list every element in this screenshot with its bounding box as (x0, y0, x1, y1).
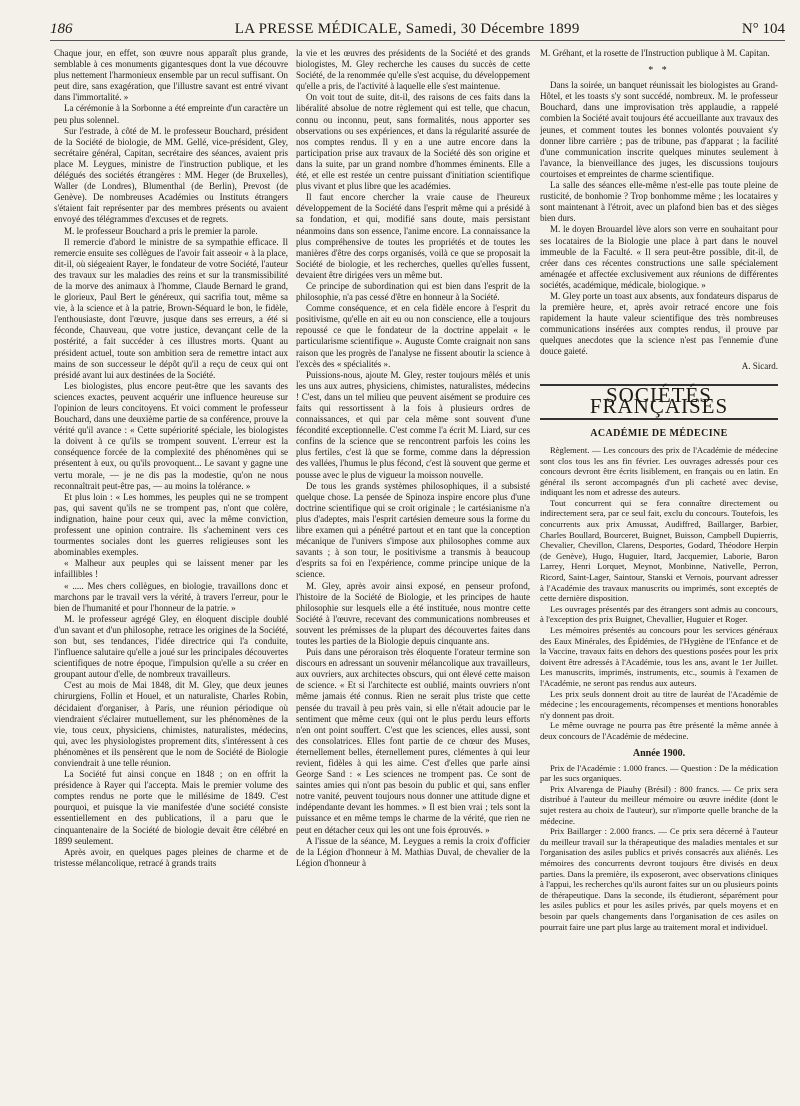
paragraph: Les prix seuls donnent droit au titre de lauréat de l'Académie de médecine ; les encouragements, récompenses et mentions honorables n'y donnent pas droit. (540, 688, 778, 720)
paragraph: Et plus loin : « Les hommes, les peuples qui ne se trompent pas, qui savent qu'ils ne se trompent pas, n'ont que colère, indignation, haine pour ceux qui, avec la même conviction, professent une opinion contraire. Ils s'acheminent vers ces tourmentes sociales dont les guerres religieuses sont les abominables exemples. (54, 491, 288, 558)
paragraph: Il remercie d'abord le ministre de sa sympathie efficace. Il remercie ensuite ses collègues de l'avoir fait asseoir « à la place, dit-il, où siégeaient Rayer, le fondateur de votre Société, l'auteur des travaux sur les maladies des reins et sur la transmissibilité de la morve des animaux à l'homme, Claude Bernard le grand, le glorieux, Paul Bert le généreux, qui sacrifia tout, même sa vie, à la science et à la patrie, Brown-Séquard le bon, le fidèle, l'enthousiaste, dont l'œuvre, jusque dans ses erreurs, a été si féconde, Chauveau, que votre justice, devançant celle de la postérité, a fait succéder à ces illustres morts. Quant au président actuel, toute son ambition sera de remettre intact aux mains de son successeur le dépôt qu'il a reçu de ceux qui ont présidé avant lui aux destinées de la Société. (54, 236, 288, 380)
journal-title (235, 21, 580, 38)
paragraph: M. Gley porte un toast aux absents, aux fondateurs disparus de la première heure, et, après avoir retracé encore une fois rapidement la haute valeur scientifique des très nombreuses communications insérées aux comptes rendus, il prouve par quelques anecdotes que la science n'est pas l'ennemie d'une douce gaieté. (540, 290, 778, 357)
paragraph: « Malheur aux peuples qui se laissent mener par les infaillibles ! (54, 558, 288, 580)
column-3 (540, 48, 778, 1098)
paragraph: Puis dans une péroraison très éloquente l'orateur termine son discours en adressant un souvenir mélancolique aux travailleurs, aux ouvriers, aux architectes obscurs, qui ont élevé cette maison de science. « Et si l'architecte est oublié, maints ouvriers n'ont même jamais été connus. Rien ne serait plus triste que cette pensée du travail à peu près vain, si elle n'était adoucie par le sentiment que même ceux (qui ont le plus perdu leurs efforts n'en ont point souffert. C'est que les sciences, elles aussi, sont des consolatrices. Elles font partie de ce chœur des Muses, éternellement belles, éternellement pures, clémentes à qui leur revient, fidèles à qui les aime. C'est d'elles que parle ainsi George Sand : « Les sciences ne trompent pas. Ce sont de saintes amies qui n'ont pas besoin du public et qui, sans enfler notre vanité, peuvent toujours nous donner une attitude digne et indépendante devant les hommes. » Il est bien vrai ; tels sont la puissance et en même temps le charme de la vérité, que rien ne peut en détacher ceux qui les ont une fois éprouvés. » (296, 647, 530, 835)
paragraph: Puissions-nous, ajoute M. Gley, rester toujours mêlés et unis les uns aux autres, physiciens, chimistes, naturalistes, médecins ! C'est, dans un tel milieu que peuvent aisément se produire ces faits qui ressortissent à la fois à plusieurs ordres de connaissances, et qui par cela même sont souvent d'une fécondité exceptionnelle. C'est comme l'a écrit M. Liard, sur ces confins de la science que se rencontrent parfois les coins les plus fertiles, c'est là que se forme, comme dans la dépression des vallées, l'humus le plus fécond, c'est là souvent que germe et pousse avec le plus de vigueur la moisson nouvelle. (296, 369, 530, 480)
paragraph: Prix de l'Académie : 1.000 francs. — Question : De la médication par les sucs organiques. (540, 762, 778, 784)
paragraph: M. Gréhant, et la rosette de l'Instruction publique à M. Capitan. (540, 48, 770, 58)
year-heading: Année 1900. (632, 747, 686, 759)
section-heading: SOCIÉTÉS FRANÇAISES (540, 384, 778, 420)
paragraph: Sur l'estrade, à côté de M. le professeur Bouchard, président de la Société de biologie, de MM. Gellé, vice-président, Gley, secrétaire général, Capitan, secrétaire des séances, avaient pris place M. Leygues, ministre de l'instruction publique, et les délégués des sociétés étrangères : MM. Heger (de Bruxelles), Waller (de Londres), Blumenthal (de Berlin), Prevost (de Genève). De nombreuses Académies ou Instituts étrangers s'étaient fait représenter par des membres présents ou avaient envoyé des télégrammes d'excuses et de regrets. (54, 125, 288, 225)
paragraph: On voit tout de suite, dit-il, des raisons de ces faits dans la libéralité absolue de notre règlement qui est telle, que chacun, connu ou inconnu, peut, sans formalités, nous apporter ses observations ou ses expériences, et dans la régularité assurée de nos comptes rendus. Il y en a une autre encore dans la participation prise aux travaux de la Société dès son origine et dans la suite, par un grand nombre d'hommes éminents. Elle a été, et elle est restée un centre puissant d'initiation scientifique plus vivant et plus libre que les académies. (296, 92, 530, 192)
paragraph: Il faut encore chercher la vraie cause de l'heureux développement de la Société dans l'esprit même qui a présidé à sa fondation, et qui, modifié sans doute, mais persistant néanmoins dans son essence, l'anime encore. La connaissance la plus compréhensive de toutes les propriétés et de toutes les manières d'être des corps organisés, voilà ce que se proposait la Société de biologie, et les recherches, quelles qu'elles fussent, devaient être dirigées vers un même but. (296, 192, 530, 280)
page-header (50, 18, 785, 41)
paragraph: A l'issue de la séance, M. Leygues a remis la croix d'officier de la Légion d'honneur à M. Mathias Duval, de chevalier de la Légion d'honneur à (296, 835, 530, 868)
paragraph: la vie et les œuvres des présidents de la Société et des grands biologistes, M. Gley recherche les causes du succès de cette Société, de la renommée qu'elle s'est acquise, du développement qu'elle a pris, de l'activité à laquelle elle s'est maintenue. (296, 48, 530, 92)
paragraph: Après avoir, en quelques pages pleines de charme et de tristesse mélancolique, retracé à grands traits (54, 846, 288, 868)
paragraph: Comme conséquence, et en cela fidèle encore à l'esprit du positivisme, qu'elle en ait eu ou non conscience, elle a toujours repoussé ce que le fondateur de la doctrine appelait « le particularisme scientifique ». Auguste Comte craignait non sans raison que les progrès de l'analyse ne fissent aboutir la science à l'excès des « spécialités ». (296, 303, 530, 369)
page-number: 186 (50, 20, 73, 37)
paragraph: C'est au mois de Mai 1848, dit M. Gley, que deux jeunes chirurgiens, Follin et Houel, et un naturaliste, Charles Robin, décidaient d'organiser, à Paris, une réunion périodique où viendraient s'éclairer mutuellement, sur les phénomènes de la vie, tous ceux, physiciens, chimistes, naturalistes, médecins, qui, avec les physiologistes proprement dits, s'intéressent à ces phénomènes et ils pensèrent que le nom de Société de Biologie conviendrait à une telle réunion. (54, 680, 288, 768)
author-signature: A. Sicard. (741, 360, 778, 371)
paragraph: Les mémoires présentés au concours pour les services généraux des Eaux Minérales, des Épidémies, de l'Hygiène de l'Enfance et de la Vaccine, travaux faits en dehors des questions posées pour les prix doivent être adressés à l'Académie, tous les ans, avant le 1er Juillet. Les manuscrits, imprimés, instruments, etc., soumis à l'examen de l'Académie, ne seront pas rendus aux auteurs. (540, 625, 778, 688)
section-stars: * * (648, 65, 670, 77)
paragraph: Le même ouvrage ne pourra pas être présenté la même année à deux concours de l'Académie de médecine. (540, 720, 778, 741)
paragraph: M. le professeur Bouchard a pris le premier la parole. (64, 225, 258, 236)
column-2 (296, 48, 530, 1098)
paragraph: Les biologistes, plus encore peut-être que les savants des sciences exactes, peuvent acquérir une influence heureuse sur l'opinion de leurs concitoyens. Et voici comment le professeur Bouchard, dans une deuxième partie de sa conférence, prouve la vérité qu'il avance : « Cette supériorité spéciale, les biologistes la doivent à ce qu'ils se trompent souvent. L'erreur est la conséquence forcée de la complexité des phénomènes qui se présentent à eux, ou qu'ils provoquent... Le savant y gagne une vertu morale, — je ne dis pas la modestie, qu'on ne nous reconnaîtrait peut-être pas, — au moins la tolérance. » (54, 380, 288, 491)
rules-block (540, 445, 778, 742)
paragraph: La cérémonie à la Sorbonne a été empreinte d'un caractère un peu plus solennel. (54, 103, 288, 125)
paragraph: Règlement. — Les concours des prix de l'Académie de médecine sont clos tous les ans fin février. Les ouvrages adressés pour ces concours devront être écrits lisiblement, en français ou en latin. En général ils seront accompagnés d'un pli cacheté avec devise, indiquant les nom et adresse des auteurs. (540, 444, 778, 498)
issue-date: , Samedi, 30 Décembre 1899 (397, 20, 580, 37)
paragraph: Prix Alvarenga de Piauhy (Brésil) : 800 francs. — Ce prix sera distribué à l'auteur du meilleur mémoire ou œuvre inédite (dont le sujet restera au choix de l'auteur), sur n'importe quelle branche de la médecine. (540, 783, 778, 826)
paragraph: M. Gley, après avoir ainsi exposé, en penseur profond, l'histoire de la Société de Biologie, et les principes de haute philosophie sur lesquels elle a été instituée, nous montre cette Société à l'œuvre, recevant des communications nombreuses et souvent les prémisses de la plupart des découvertes faites dans toutes les parties de la Biologie depuis cinquante ans. (296, 580, 530, 646)
paragraph: « ..... Mes chers collègues, en biologie, travaillons donc et marchons par le travail vers la vérité, à travers l'erreur, pour le bien de l'humanité et pour l'honneur de la patrie. » (54, 580, 288, 613)
paragraph: Tout concurrent qui se fera connaître directement ou indirectement sera, par ce seul fait, exclu du concours. Toutefois, les concurrents aux prix Amussat, Audiffred, Baillarger, Barbier, Charles Boullard, Bourceret, Buignet, Buisson, Campbell Dupierris, Chevalier, Chevillon, Clarens, Desportes, Godard, Théodore Herpin (de Genève), Hugo, Huguier, Itard, Jacquemier, Laborie, Baron Larrey, Henri Lorquet, Meynot, Monbinne, Nativelle, Perron, Ricord, Saint-Lager, Saintour, Stanski et Vernois, pourvant adresser à l'Académie des travaux manuscrits ou imprimés, sont exceptés de cette dernière disposition. (540, 497, 778, 604)
paragraph: Prix Baillarger : 2.000 francs. — Ce prix sera décerné à l'auteur du meilleur travail sur la thérapeutique des maladies mentales et sur l'organisation des asiles publics et privés consacrés aux aliénés. Les mémoires des concurrents devront toujours être divisés en deux parties. Dans la première, ils exposeront, avec observations cliniques à l'appui, les recherches qu'ils auront faites sur un ou plusieurs points de thérapeutique. Dans la seconde, ils étudieront, séparément pour les asiles publics et pour les asiles privés, par quels moyens et en besoin par quels changements dans l'organisation de ces asiles on pourrait faire une part plus large au traitement moral et individuel. (540, 826, 778, 932)
paragraph: Les ouvrages présentés par des étrangers sont admis au concours, à l'exception des prix Buignet, Chevallier, Huguier et Roger. (540, 603, 778, 625)
paragraph: Dans la soirée, un banquet réunissait les biologistes au Grand-Hôtel, et les toasts s'y sont succédé, nombreux. M. le professeur Bouchard, dans une improvisation très applaudie, a rappelé combien la Société avait toujours été accueillante aux travaux des jeunes, et comment toutes les bonnes volontés pouvaient s'y donner libre carrière ; pas de tribune, pas d'apparat ; la facilité d'une communication inscrite quelques minutes seulement à l'avance, la bienveillance des juges, les discussions toujours courtoises et empreintes de charme scientifique. (540, 80, 778, 179)
paragraph: Ce principe de subordination qui est bien dans l'esprit de la philosophie, n'a pas cessé d'être en honneur à la Société. (296, 280, 530, 303)
issue-number: N° 104 (741, 20, 785, 37)
journal-name: LA PRESSE MÉDICALE (234, 20, 398, 37)
prizes-block (540, 763, 778, 933)
column-1 (54, 48, 288, 1098)
paragraph: Chaque jour, en effet, son œuvre nous apparaît plus grande, semblable à ces monuments gigantesques dont la vue découvre plus nettement l'harmonieux ensemble par un recul suffisant. On peut dire, sans exagération, que l'illustre savant est entré vivant dans l'immortalité. » (54, 48, 288, 103)
paragraph: M. le doyen Brouardel lève alors son verre en souhaitant pour ses locataires de la Biologie une place à part dans le nouvel immeuble de la Faculté. « Il sera peut-être possible, dit-il, de créer dans ces récentes constructions une salle spécialement aménagée et affectée exclusivement aux réunions de différentes sociétés, académique, médicale, biologique. » (540, 224, 778, 290)
paragraph: De tous les grands systèmes philosophiques, il a subsisté quelque chose. La pensée de Spinoza inspire encore plus d'une doctrine scientifique qui se croit originale ; le cartésianisme n'a plus d'adeptes, mais l'esprit cartésien demeure sous la forme du libre examen qui a pénétré partout et en tant que la conception mécanique de l'univers s'impose aux philosophes comme aux savants ; à son tour, le positivisme a transmis à beaucoup d'esprits sa foi en l'expérience, comme principe unique de la science. (296, 480, 530, 580)
subsection-heading: ACADÉMIE DE MÉDECINE (590, 427, 728, 439)
paragraph: La Société fut ainsi conçue en 1848 ; on en offrit la présidence à Rayer qui l'accepta. Mais le premier volume des comptes rendus ne porte que le millésime de 1849. C'est pourquoi, et puisque la vie manifestée d'une société consiste essentiellement en des publications, il a paru que le cinquantenaire de la Société de biologie devait être célébré en 1899 seulement. (54, 769, 288, 846)
paragraph: La salle des séances elle-même n'est-elle pas toute pleine de rusticité, de bonhomie ? Trop bonhomme même ; les locataires y sont maintenant à l'étroit, avec un plafond bien bas et des sièges bien durs. (540, 180, 778, 224)
paragraph: M. le professeur agrégé Gley, en éloquent disciple doublé d'un savant et d'un philosophe, retrace les origines de la Société, son but, ses tendances, l'idée directrice qui l'a conduite, l'influence salutaire qu'elle a joué sur les principales découvertes scientifiques de notre époque, l'impulsion qu'elle a su créer en groupant autour d'elle, de nombreux travailleurs. (54, 613, 288, 680)
